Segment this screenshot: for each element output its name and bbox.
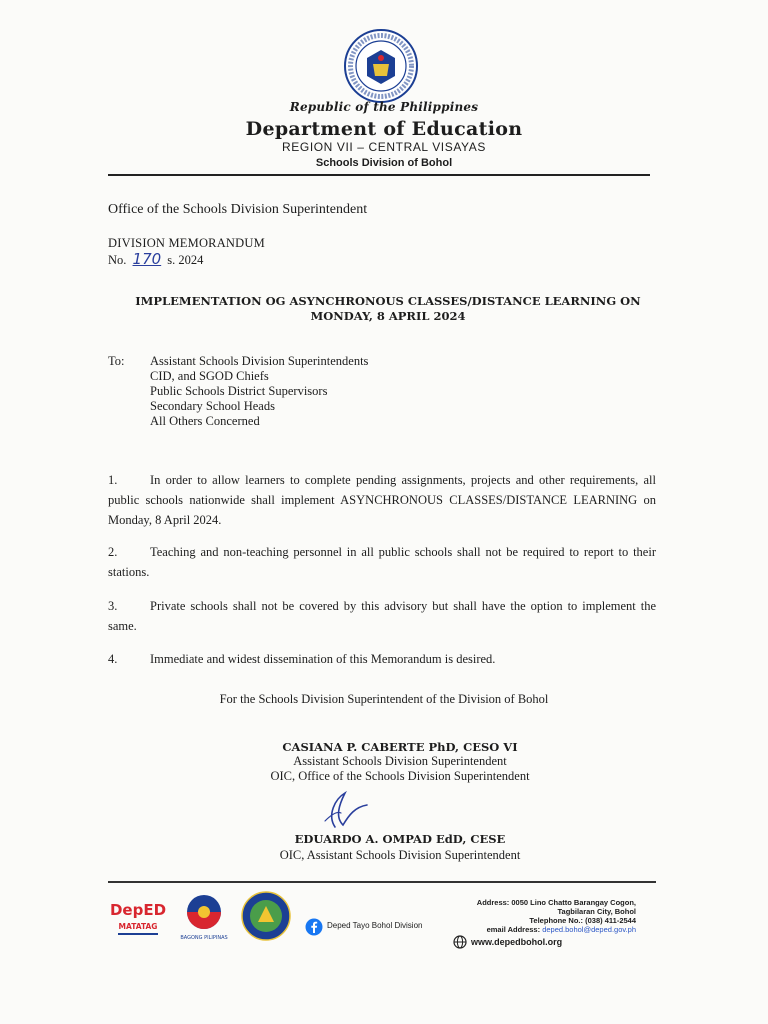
- paragraph-text: Immediate and widest dissemination of this Memorandum is desired.: [150, 652, 496, 666]
- subject-line-2: MONDAY, 8 APRIL 2024: [310, 309, 466, 323]
- address-line-2: Tagbilaran City, Bohol: [557, 907, 636, 916]
- address-label: Address:: [476, 898, 510, 907]
- to-label: To:: [108, 354, 125, 368]
- paragraph-number: 2.: [108, 545, 118, 559]
- address-value: 0050 Lino Chatto Barangay Cogon,: [511, 898, 636, 907]
- signatory2-name: EDUARDO A. OMPAD EdD, CESE: [294, 832, 506, 846]
- email-label: email Address:: [486, 925, 541, 934]
- paragraph-2: [108, 542, 656, 582]
- contact-address: [440, 898, 636, 934]
- deped-matatag-logo-icon: [110, 893, 166, 941]
- division-seal-icon: [240, 890, 292, 942]
- memo-no-prefix: No.: [108, 253, 127, 267]
- division-heading: Schools Division of Bohol: [315, 157, 453, 169]
- recipient-item: Secondary School Heads: [150, 399, 275, 413]
- facebook-icon[interactable]: [305, 918, 323, 936]
- deped-seal-icon: [343, 28, 419, 104]
- paragraph-text: In order to allow learners to complete pending assignments, projects and other requirements, all public schools nationwide shall implement ASYNCHRONOUS CLASSES/DISTANCE LEARNING on Monday, 8 April 2024.: [108, 473, 656, 527]
- facebook-page-link[interactable]: Deped Tayo Bohol Division: [327, 921, 423, 930]
- paragraph-number: 4.: [108, 652, 118, 666]
- header-divider: [108, 174, 650, 176]
- paragraph-text: Private schools shall not be covered by this advisory but shall have the option to implement the same.: [108, 599, 656, 633]
- bagong-pilipinas-logo-icon: [176, 890, 232, 942]
- paragraph-number: 1.: [108, 473, 118, 487]
- deped-logo-text: DepED: [110, 901, 166, 919]
- subject-line-1: IMPLEMENTATION OG ASYNCHRONOUS CLASSES/DISTANCE LEARNING ON: [135, 294, 641, 308]
- website-link[interactable]: www.depedbohol.org: [471, 937, 563, 947]
- paragraph-number: 3.: [108, 599, 118, 613]
- telephone-value: (038) 411-2544: [585, 916, 636, 925]
- signatory1-title1: Assistant Schools Division Superintendent: [293, 754, 507, 768]
- memo-number-line: [108, 250, 203, 268]
- telephone-label: Telephone No.:: [529, 916, 584, 925]
- office-line: Office of the Schools Division Superintendent: [108, 202, 368, 217]
- memo-label: DIVISION MEMORANDUM: [108, 236, 265, 250]
- signatory2-title1: OIC, Assistant Schools Division Superintendent: [279, 848, 521, 862]
- paragraph-1: [108, 470, 656, 530]
- signatory1-name: CASIANA P. CABERTE PhD, CESO VI: [282, 740, 518, 754]
- footer-divider: [108, 881, 656, 883]
- republic-heading: Republic of the Philippines: [289, 100, 479, 114]
- memo-subject: [108, 294, 668, 324]
- memo-number: 170: [132, 250, 162, 268]
- memo-series: s. 2024: [167, 253, 204, 267]
- bagong-text: BAGONG PILIPINAS: [180, 935, 228, 941]
- recipient-item: CID, and SGOD Chiefs: [150, 369, 269, 383]
- recipient-item: All Others Concerned: [150, 414, 260, 428]
- paragraph-4: [108, 649, 656, 669]
- region-heading: REGION VII – CENTRAL VISAYAS: [282, 140, 486, 154]
- recipient-list: [150, 354, 368, 429]
- recipient-item: Assistant Schools Division Superintendents: [150, 354, 369, 368]
- globe-icon: [453, 935, 467, 949]
- paragraph-text: Teaching and non-teaching personnel in all public schools shall not be required to report to their stations.: [108, 545, 656, 579]
- matatag-text: MATATAG: [118, 922, 158, 931]
- signatory1-title2: OIC, Office of the Schools Division Superintendent: [270, 769, 530, 783]
- email-link[interactable]: deped.bohol@deped.gov.ph: [542, 925, 636, 934]
- department-heading: Department of Education: [245, 118, 523, 140]
- recipient-item: Public Schools District Supervisors: [150, 384, 328, 398]
- signature-icon: [305, 785, 375, 835]
- paragraph-3: [108, 596, 656, 636]
- for-line: For the Schools Division Superintendent of the Division of Bohol: [219, 692, 549, 706]
